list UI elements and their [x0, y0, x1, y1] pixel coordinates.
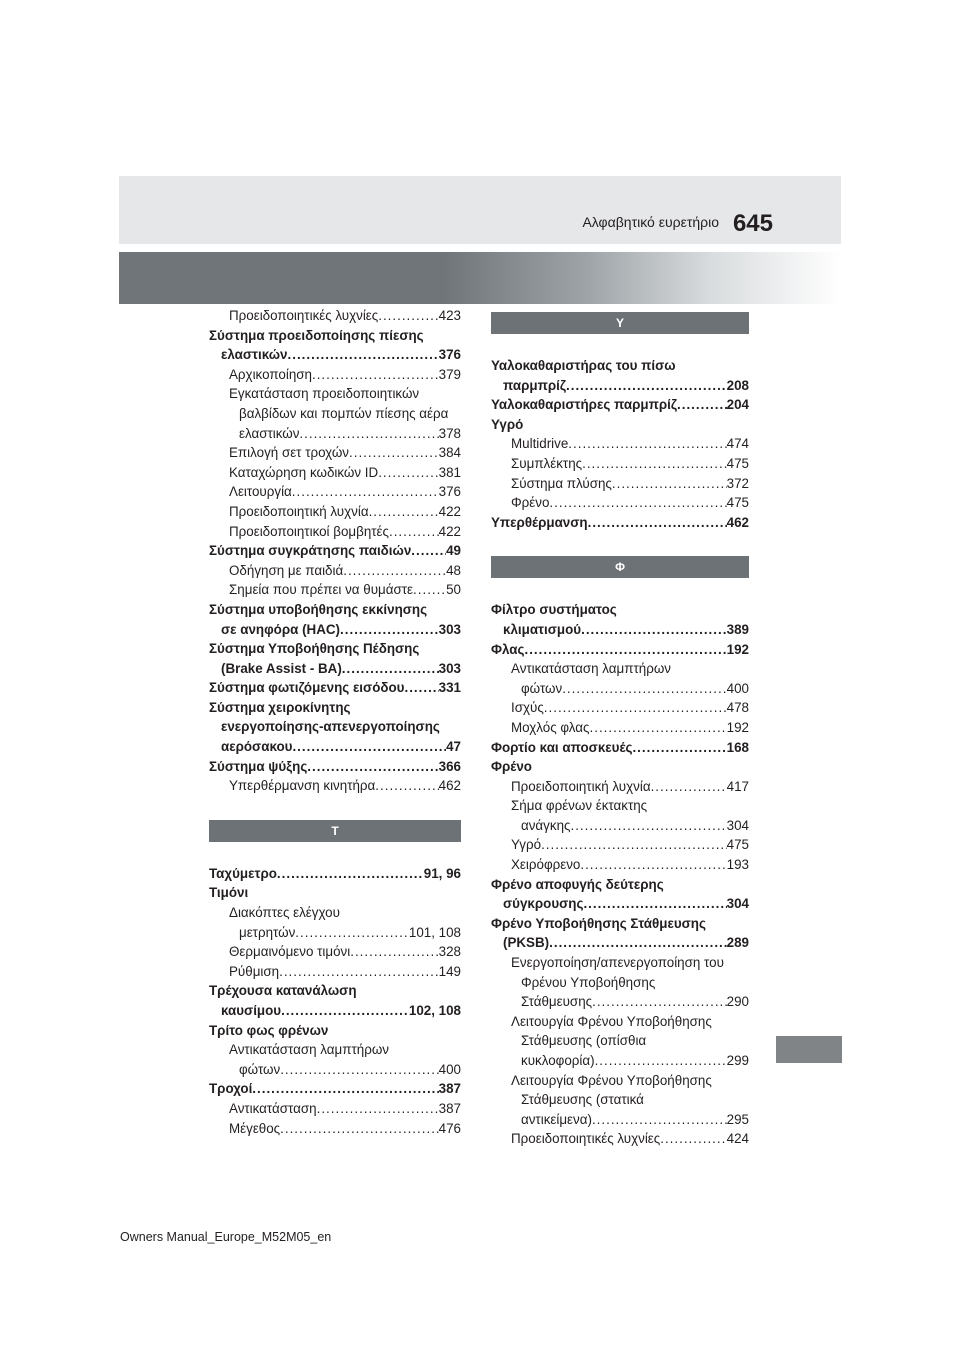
index-heading: Σύστημα Υποβοήθησης Πέδησης: [209, 641, 420, 657]
page-number: 645: [732, 210, 773, 237]
index-entry: Επιλογή σετ τροχών ..... 384: [209, 443, 461, 463]
index-entry: Σύστημα πλύσης ..... 372: [491, 474, 749, 494]
letter-header-t: Τ: [209, 820, 461, 842]
index-subheading: Φρένου Υποβοήθησης: [521, 974, 656, 990]
index-heading: Τρίτο φως φρένων: [209, 1022, 329, 1038]
index-entry: Καταχώρηση κωδικών ID ..... 381: [209, 463, 461, 483]
index-entry: Ταχύμετρο ..... 91, 96: [209, 864, 461, 884]
index-entry: Υαλοκαθαριστήρες παρμπρίζ ..... 204: [491, 395, 749, 415]
index-entry: Σημεία που πρέπει να θυμάστε ..... 50: [209, 580, 461, 600]
index-heading: Σύστημα προειδοποίησης πίεσης: [209, 327, 424, 343]
index-subheading: Ενεργοποίηση/απενεργοποίηση του: [511, 955, 724, 971]
letter-header-y: Υ: [491, 312, 749, 334]
index-entry: Οδήγηση με παιδιά ..... 48: [209, 561, 461, 581]
index-entry: (PKSB) ..... 289: [491, 933, 749, 953]
index-entry: Multidrive ..... 474: [491, 434, 749, 454]
index-entry: (Brake Assist - BA) ..... 303: [209, 659, 461, 679]
index-entry: ελαστικών ..... 376: [209, 345, 461, 365]
index-entry: Σύστημα συγκράτησης παιδιών ..... 49: [209, 541, 461, 561]
index-entry: Υγρό ..... 475: [491, 835, 749, 855]
index-entry: Υπερθέρμανση κινητήρα ..... 462: [209, 776, 461, 796]
index-subheading: Αντικατάσταση λαμπτήρων: [511, 661, 671, 677]
index-entry: μετρητών ..... 101, 108: [209, 923, 461, 943]
index-entry: Συμπλέκτης ..... 475: [491, 454, 749, 474]
index-heading: Υγρό: [491, 416, 524, 432]
index-heading: Φρένο αποφυγής δεύτερης: [491, 876, 664, 892]
index-entry: Φλας ..... 192: [491, 640, 749, 660]
letter-header-f: Φ: [491, 556, 749, 578]
index-column-left: [209, 306, 461, 1138]
index-subheading: Αντικατάσταση λαμπτήρων: [229, 1042, 389, 1058]
index-entry: Χειρόφρενο ..... 193: [491, 855, 749, 875]
header-gradient-bar: [119, 252, 841, 304]
index-subheading: Σήμα φρένων έκτακτης: [511, 798, 648, 814]
index-subheading: Λειτουργία Φρένου Υποβοήθησης: [511, 1013, 712, 1029]
index-entry: κυκλοφορία) ..... 299: [491, 1051, 749, 1071]
index-entry: φώτων ..... 400: [491, 679, 749, 699]
index-entry: Αντικατάσταση ..... 387: [209, 1099, 461, 1119]
header-band: [119, 176, 841, 244]
index-entry: Θερμαινόμενο τιμόνι ..... 328: [209, 942, 461, 962]
index-side-tab: [776, 1036, 842, 1063]
index-entry: κλιματισμού ..... 389: [491, 620, 749, 640]
index-entry: Στάθμευσης ..... 290: [491, 992, 749, 1012]
index-entry: Υπερθέρμανση ..... 462: [491, 513, 749, 533]
index-entry: Σύστημα φωτιζόμενης εισόδου ..... 331: [209, 678, 461, 698]
index-entry: Ρύθμιση ..... 149: [209, 962, 461, 982]
index-entry: Προειδοποιητικοί βομβητές ..... 422: [209, 522, 461, 542]
index-entry: καυσίμου ..... 102, 108: [209, 1001, 461, 1021]
index-subheading: Στάθμευσης (στατικά: [521, 1092, 644, 1108]
index-entry: Προειδοποιητικές λυχνίες ..... 424: [491, 1129, 749, 1149]
index-entry: Προειδοποιητικές λυχνίες ..... 423: [209, 306, 461, 326]
index-entry: Προειδοποιητική λυχνία ..... 422: [209, 502, 461, 522]
index-entry: σύγκρουσης ..... 304: [491, 894, 749, 914]
index-entry: Φορτίο και αποσκευές ..... 168: [491, 738, 749, 758]
index-heading: Φρένο Υποβοήθησης Στάθμευσης: [491, 915, 706, 931]
index-entry: Μέγεθος ..... 476: [209, 1119, 461, 1139]
index-heading: ενεργοποίησης-απενεργοποίησης: [221, 719, 440, 735]
index-entry: Αρχικοποίηση ..... 379: [209, 365, 461, 385]
index-entry: Προειδοποιητική λυχνία ..... 417: [491, 777, 749, 797]
index-heading: Σύστημα υποβοήθησης εκκίνησης: [209, 601, 428, 617]
index-subheading: Στάθμευσης (οπίσθια: [521, 1033, 647, 1049]
index-entry: Λειτουργία ..... 376: [209, 482, 461, 502]
index-entry: Φρένο ..... 475: [491, 493, 749, 513]
index-entry: ανάγκης ..... 304: [491, 816, 749, 836]
index-subheading: Εγκατάσταση προειδοποιητικών: [229, 386, 420, 402]
index-entry: αερόσακου ..... 47: [209, 737, 461, 757]
index-heading: Τρέχουσα κατανάλωση: [209, 983, 357, 999]
index-entry: σε ανηφόρα (HAC) ..... 303: [209, 620, 461, 640]
index-heading: Φίλτρο συστήματος: [491, 602, 617, 618]
index-entry: Τροχοί ..... 387: [209, 1079, 461, 1099]
index-entry: παρμπρίζ ..... 208: [491, 376, 749, 396]
index-heading: Φρένο: [491, 759, 532, 775]
index-subheading: Διακόπτες ελέγχου: [229, 905, 340, 921]
index-heading: Υαλοκαθαριστήρας του πίσω: [491, 358, 676, 373]
index-subheading: Λειτουργία Φρένου Υποβοήθησης: [511, 1072, 712, 1088]
index-column-right: [491, 306, 749, 1149]
index-entry: ελαστικών ..... 378: [209, 424, 461, 444]
index-heading: Τιμόνι: [209, 885, 249, 901]
index-entry: Μοχλός φλας ..... 192: [491, 718, 749, 738]
index-heading: Σύστημα χειροκίνητης: [209, 699, 351, 715]
footer-text: Owners Manual_Europe_M52M05_en: [120, 1230, 332, 1244]
index-entry: φώτων ..... 400: [209, 1060, 461, 1080]
index-entry: Σύστημα ψύξης ..... 366: [209, 757, 461, 777]
section-title: Αλφαβητικό ευρετήριο: [582, 214, 719, 230]
index-subheading: βαλβίδων και πομπών πίεσης αέρα: [239, 405, 449, 421]
index-entry: Ισχύς ..... 478: [491, 698, 749, 718]
index-entry: αντικείμενα) ..... 295: [491, 1110, 749, 1130]
